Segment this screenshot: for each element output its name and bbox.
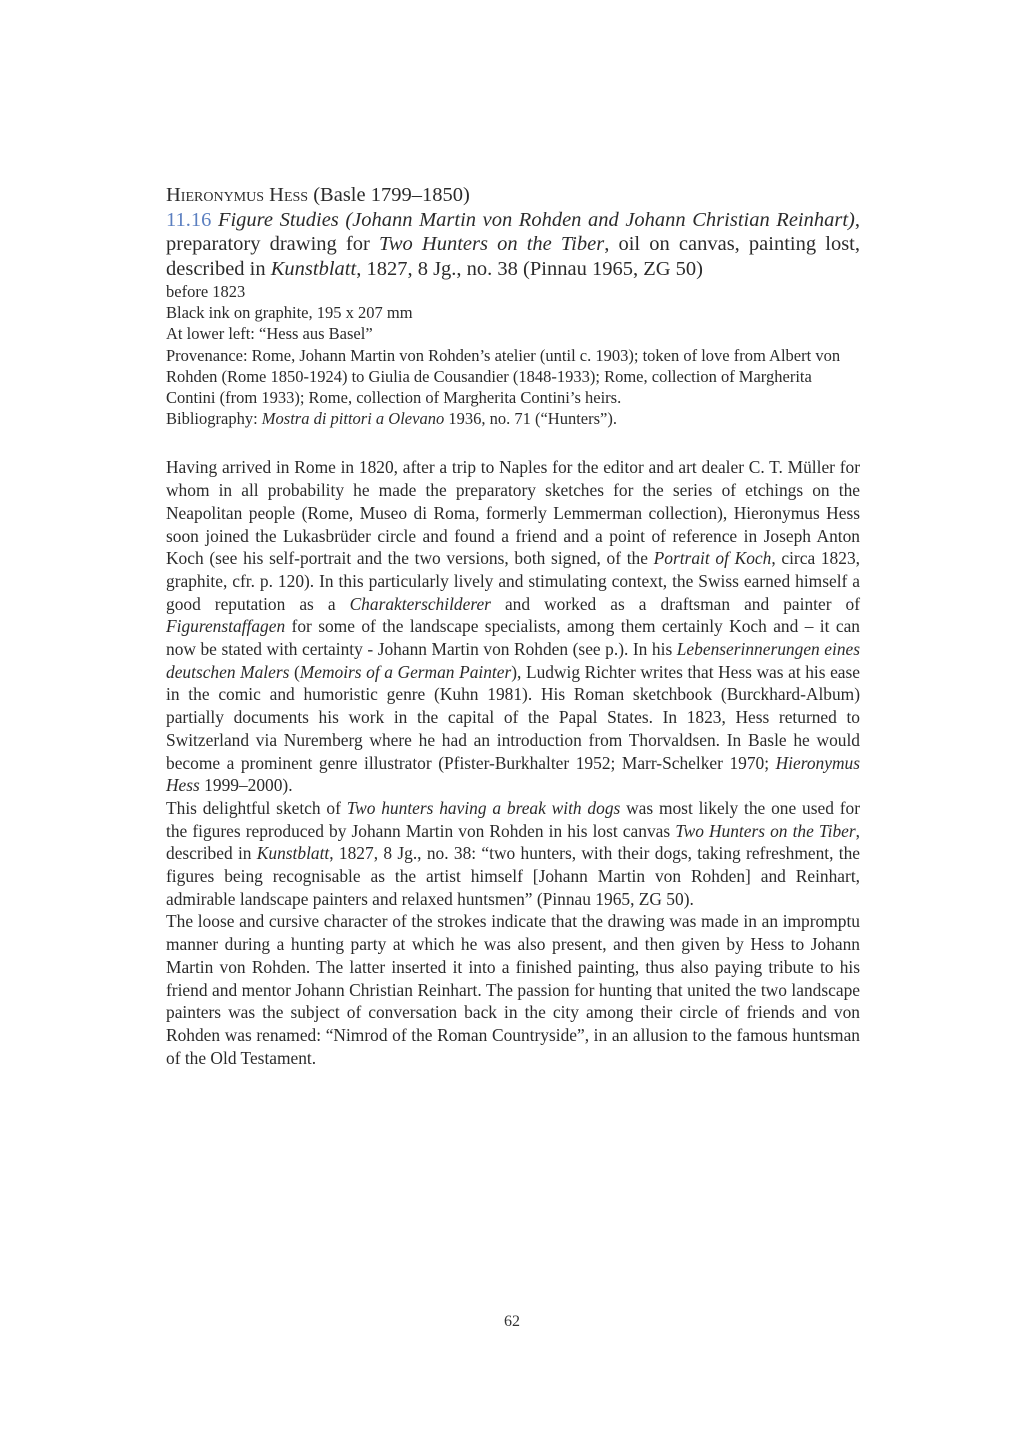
entry-meta	[166, 281, 860, 429]
work-description-1: , preparatory drawing for	[166, 208, 860, 255]
entry-heading	[166, 183, 860, 281]
p1-text-1: Having arrived in Rome in 1820, after a trip to Naples for the editor and art dealer C. T. Müller for whom in all probability he made the preparatory sketches for the series of etchings on the Neapolitan people (Rome, Museo di Roma, formerly Lemmerman collection), Hieronymus Hess soon joined the Lukasbrüder circle and found a friend and a point of reference in Joseph Anton Koch (see his self-portrait and the two versions, both signed, of the	[166, 457, 860, 569]
p2-text-4: , 1827, 8 Jg., no. 38: “two hunters, with their dogs, taking refreshment, the figures being recognisable as the artist himself [Johann Martin von Rohden] and Reinhart, admirable landscape painters and relaxed huntsmen” (Pinnau 1965, ZG 50).	[166, 843, 860, 909]
journal-title: Kunstblatt	[270, 257, 357, 280]
p1-text-5: (	[289, 661, 300, 682]
entry-title-block	[166, 208, 860, 282]
p2-italic-1: Two hunters having a break with dogs	[346, 797, 621, 818]
catalogue-entry	[166, 183, 860, 1069]
p1-text-4: for some of the landscape specialists, among them certainly Koch and – it can now be stated with certainty - Johann Martin von Rohden (see p.). In his	[166, 616, 860, 660]
artist-name: Hieronymus Hess	[166, 184, 309, 206]
p1-italic-3: Figurenstaffagen	[166, 616, 286, 637]
p1-italic-2: Charakterschilderer	[349, 593, 491, 614]
work-title: Figure Studies (Johann Martin von Rohden and Johann Christian Reinhart)	[217, 208, 855, 231]
p2-text-2: was most likely the one used for the figures reproduced by Johann Martin von Rohden in his lost canvas	[166, 797, 860, 841]
bibliography-rest: 1936, no. 71 (“Hunters”).	[444, 409, 617, 429]
page-number: 62	[504, 1313, 520, 1330]
work-description-3: , 1827, 8 Jg., no. 38 (Pinnau 1965, ZG 50)	[356, 257, 703, 280]
p1-text-2: , circa 1823, graphite, cfr. p. 120). In this particularly lively and stimulating context, the Swiss earned himself a good reputation as a	[166, 548, 860, 614]
p1-text-6: ), Ludwig Richter writes that Hess was at his ease in the comic and humoristic genre (Kuhn 1981). His Roman sketchbook (Burckhard-Album) partially documents his work in the capital of the Papal States. In 1823, Hess returned to Switzerland via Nuremberg where he had an introduction from Thorvaldsen. In Basle he would become a prominent genre illustrator (Pfister-Burkhalter 1952; Marr-Schelker 1970;	[166, 661, 861, 773]
work-provenance: Provenance: Rome, Johann Martin von Rohden’s atelier (until c. 1903); token of love from Albert von Rohden (Rome 1850-1924) to Giulia de Cousandier (1848-1933); Rome, collection of Margherita Contini (from 1933); Rome, collection of Margherita Contini’s heirs.	[166, 345, 841, 408]
p1-text-3: and worked as a draftsman and painter of	[490, 593, 860, 614]
p1-italic-4: Lebenserinnerungen eines deutschen Malers	[166, 639, 860, 682]
work-bibliography	[166, 408, 860, 429]
painting-title: Two Hunters on the Tiber	[378, 233, 605, 255]
p2-text-3: , described in	[166, 820, 860, 864]
p2-text-1: This delightful sketch of	[166, 797, 347, 818]
work-medium: Black ink on graphite, 195 x 207 mm	[166, 303, 413, 323]
bibliography-title: Mostra di pittori a Olevano	[261, 409, 445, 429]
bibliography-label: Bibliography:	[166, 409, 262, 429]
p1-italic-5: Memoirs of a German Painter	[299, 661, 512, 682]
paragraph-2	[166, 797, 860, 911]
work-date: before 1823	[166, 282, 246, 301]
p2-italic-2: Two Hunters on the Tiber	[675, 820, 856, 841]
work-description-2: , oil on canvas, painting lost, described in	[166, 233, 860, 280]
paragraph-3: The loose and cursive character of the strokes indicate that the drawing was made in an impromptu manner during a hunting party at which he was also present, and then given by Hess to Johann Martin von Rohden. The latter inserted it into a finished painting, thus also paying tribute to his friend and mentor Johann Christian Reinhart. The passion for hunting that united the two landscape painters was the subject of conversation back in the city among their circle of friends and von Rohden was renamed: “Nimrod of the Roman Countryside”, in an allusion to the famous huntsman of the Old Testament.	[166, 911, 860, 1068]
artist-line	[166, 183, 860, 208]
catalogue-number: 11.16	[166, 208, 212, 231]
p2-italic-3: Kunstblatt	[256, 843, 330, 864]
paragraph-1	[166, 456, 860, 797]
work-inscription: At lower left: “Hess aus Basel”	[166, 324, 373, 344]
p1-text-7: 1999–2000).	[199, 775, 293, 796]
p1-italic-6: Hieronymus Hess	[166, 752, 860, 796]
p1-italic-1: Portrait of Koch	[653, 548, 772, 569]
artist-dates: (Basle 1799–1850)	[313, 184, 470, 206]
